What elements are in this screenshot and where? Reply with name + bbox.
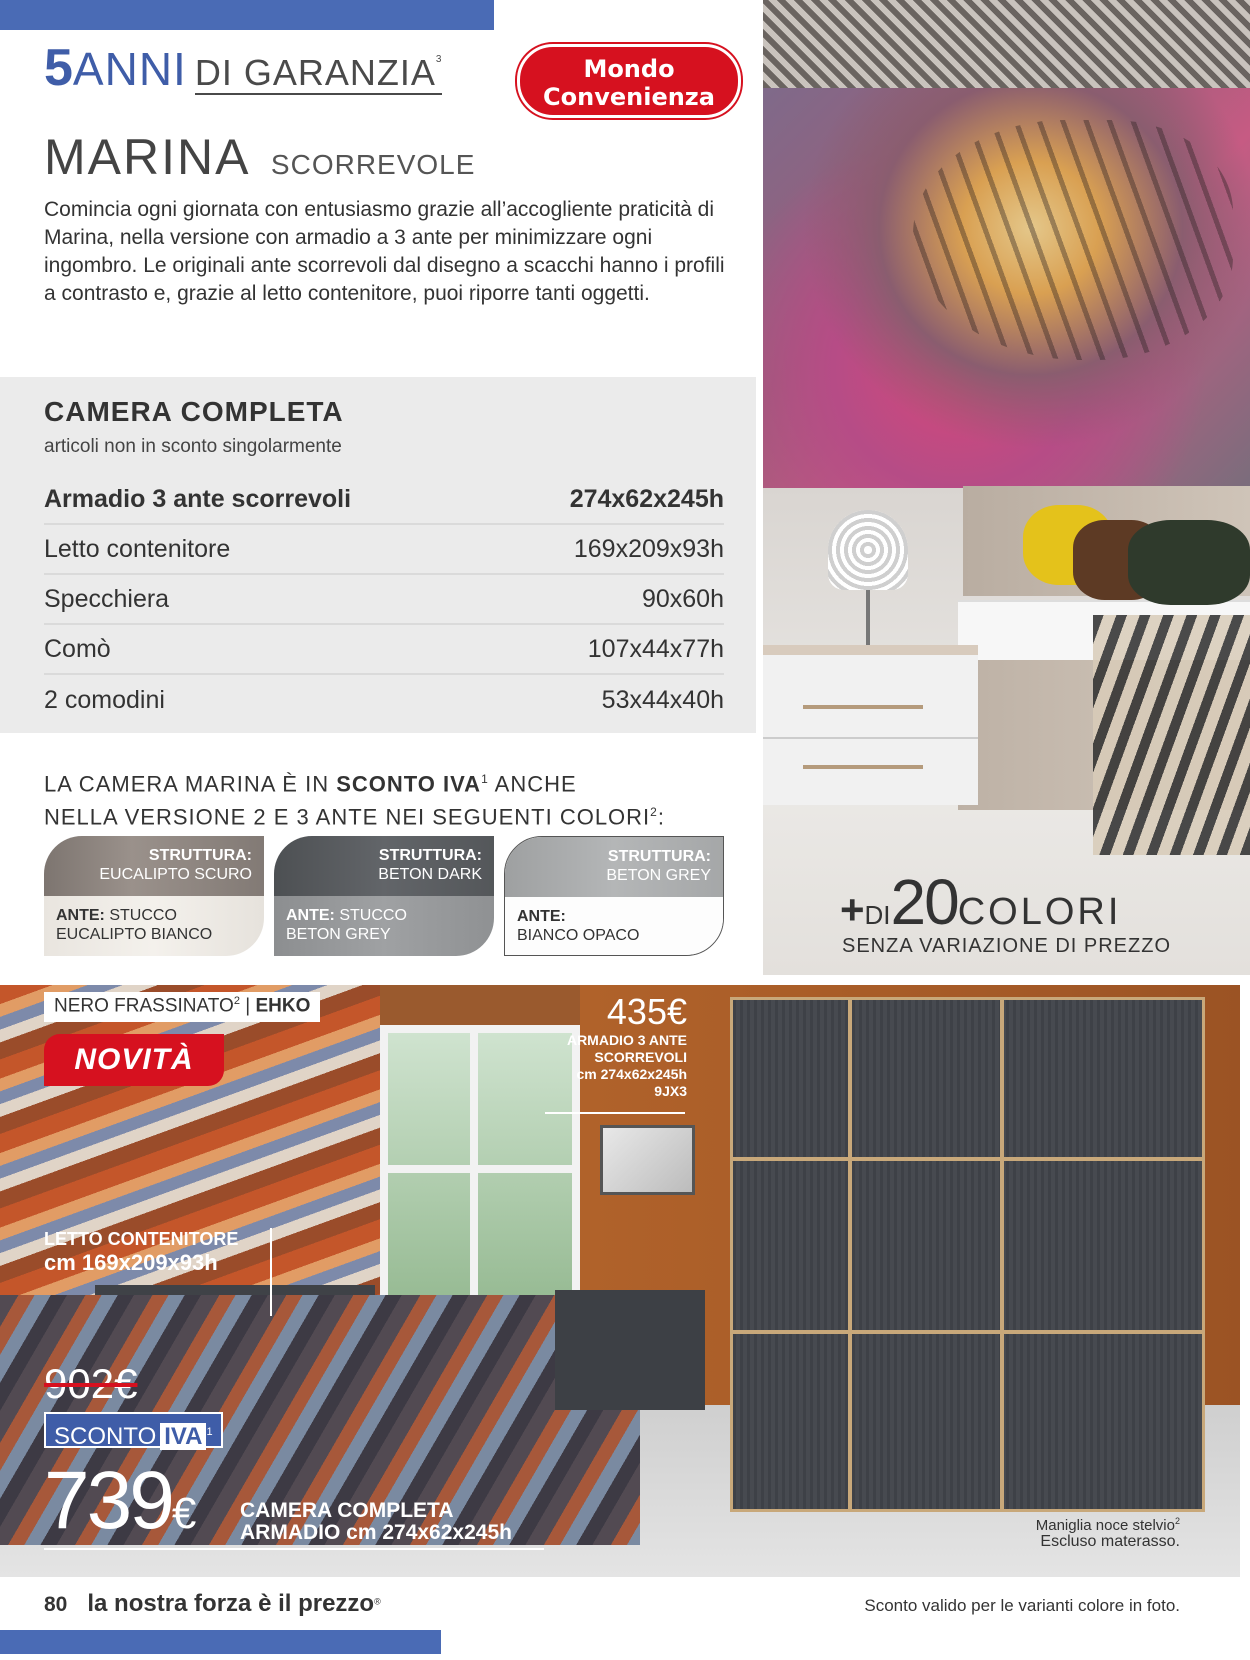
wardrobe-desc-line: SCORREVOLI — [594, 1049, 687, 1065]
swatch-ante — [44, 896, 264, 956]
handle-note — [900, 1512, 1180, 1535]
footer-note: Sconto valido per le varianti colore in foto. — [864, 1596, 1180, 1615]
color-versions-text — [44, 765, 665, 832]
table-lamp — [828, 510, 908, 590]
color-swatch — [274, 836, 494, 956]
sliding-wardrobe — [730, 997, 1205, 1512]
bed-label-title: LETTO CONTENITORE — [44, 1229, 239, 1249]
color-variant-label — [44, 992, 320, 1022]
item-row — [44, 625, 724, 675]
drawer-handle — [803, 765, 923, 769]
item-name: Comò — [44, 634, 111, 663]
drawer-divider — [763, 737, 978, 739]
camera-price-line-2: ARMADIO cm 274x62x245h — [240, 1521, 512, 1544]
product-title — [44, 128, 475, 186]
mirror — [600, 1125, 695, 1195]
wardrobe-profile — [1000, 997, 1004, 1512]
swatch-ante-label: ANTE: — [517, 908, 566, 925]
guarantee-number: 5 — [44, 39, 73, 97]
page-number: 80 — [44, 1593, 68, 1616]
item-size: 274x62x245h — [569, 484, 724, 513]
color-text-part: : — [657, 804, 665, 830]
slogan: la nostra forza è il prezzo — [87, 1590, 375, 1617]
variant-separator: | — [239, 995, 256, 1017]
color-swatch — [44, 836, 264, 956]
color-swatch — [504, 836, 724, 956]
colors-promo-subtitle: SENZA VARIAZIONE DI PREZZO — [842, 935, 1172, 957]
floral-pillow — [1128, 520, 1250, 605]
item-row — [44, 525, 724, 575]
color-versions-line-1 — [44, 765, 665, 798]
swatch-struttura-value: BETON DARK — [378, 866, 482, 883]
swatch-struttura-label: STRUTTURA: — [607, 848, 711, 865]
item-name: 2 comodini — [44, 685, 165, 714]
item-size: 53x44x40h — [601, 685, 724, 714]
colors-di: DI — [864, 900, 891, 930]
item-row — [44, 675, 724, 725]
wardrobe-profile — [848, 997, 852, 1512]
item-size: 90x60h — [641, 584, 724, 613]
guarantee-footnote: 3 — [435, 54, 443, 65]
swatch-struttura-label: STRUTTURA: — [378, 847, 482, 864]
sconto-footnote: 1 — [206, 1426, 213, 1438]
swatch-ante-label: ANTE: — [56, 907, 105, 924]
camera-title: CAMERA COMPLETA — [44, 396, 344, 427]
item-size: 107x44x77h — [587, 634, 724, 663]
item-name: Armadio 3 ante scorrevoli — [44, 484, 352, 513]
color-versions-line-2 — [44, 798, 665, 831]
item-name: Specchiera — [44, 584, 170, 613]
logo-line-1: Mondo — [583, 55, 675, 83]
colors-promo — [840, 865, 1121, 939]
item-size: 169x209x93h — [573, 534, 724, 563]
swatch-ante — [274, 896, 494, 956]
price-divider — [545, 1112, 685, 1114]
sconto-iva-badge — [44, 1412, 223, 1448]
colors-number: 20 — [890, 866, 958, 938]
wardrobe-price-block — [542, 992, 687, 1100]
price-currency: € — [171, 1489, 197, 1538]
product-variant: SCORREVOLE — [270, 149, 476, 180]
page-footer — [44, 1590, 381, 1618]
color-text-bold: SCONTO IVA — [336, 771, 482, 797]
swatch-struttura-value: EUCALIPTO SCURO — [99, 866, 252, 883]
wardrobe-desc-line: cm 274x62x245h — [576, 1066, 687, 1082]
wallpaper-pattern — [763, 0, 1250, 88]
colors-word: COLORI — [957, 891, 1122, 933]
guarantee-text-label: DI GARANZIA — [194, 52, 436, 93]
color-text-footnote: 2 — [650, 805, 658, 820]
color-text-footnote: 1 — [481, 772, 489, 786]
bottom-accent-bar — [0, 1630, 441, 1654]
camera-price-line-1: CAMERA COMPLETA — [240, 1499, 454, 1522]
color-text-part: LA CAMERA MARINA È IN — [44, 771, 337, 797]
wardrobe-profile — [730, 1157, 1205, 1161]
bed-label-line — [270, 1228, 272, 1316]
new-price — [44, 1456, 196, 1546]
bedroom-photo — [763, 0, 1250, 975]
swatch-ante-value-2: BIANCO OPACO — [517, 927, 640, 944]
price-value: 739 — [44, 1455, 172, 1546]
top-accent-bar — [0, 0, 494, 30]
guarantee-text — [194, 52, 443, 95]
wardrobe-desc-line: ARMADIO 3 ANTE — [566, 1032, 687, 1048]
wardrobe-desc-line: 9JX3 — [654, 1083, 687, 1099]
item-row — [44, 575, 724, 625]
swatch-struttura — [505, 837, 723, 897]
swatch-struttura — [274, 836, 494, 896]
product-description: Comincia ogni giornata con entusiasmo grazie all’accogliente praticità di Marina, nella versione con armadio a 3 ante per minimizzare ogni ingombro. Le originali ante scorrevoli dal disegno a scacchi hanno i profili a contrasto e, grazie al letto contenitore, puoi riporre tanti oggetti. — [44, 198, 725, 305]
wardrobe-profile — [730, 1330, 1205, 1334]
swatch-ante — [505, 897, 723, 956]
product-name: MARINA — [44, 129, 251, 185]
bed-label-size: cm 169x209x93h — [44, 1250, 218, 1275]
swatch-ante-value-1: STUCCO — [104, 907, 177, 924]
variant-code: EHKO — [255, 995, 311, 1017]
swatch-struttura-value: BETON GREY — [606, 867, 711, 884]
color-text-part: ANCHE — [488, 771, 577, 797]
sconto-label: SCONTO — [54, 1423, 157, 1450]
drawer-handle — [803, 705, 923, 709]
swatch-ante-value-1: STUCCO — [334, 907, 407, 924]
swatch-ante-value-2: BETON GREY — [286, 926, 391, 943]
nightstand — [763, 645, 978, 805]
window-transom — [380, 1165, 580, 1173]
item-row — [44, 475, 724, 525]
wardrobe-price: 435€ — [606, 991, 687, 1032]
swatch-struttura — [44, 836, 264, 896]
handle-note-footnote: 2 — [1174, 1516, 1180, 1526]
guarantee-years-label: ANNI — [72, 43, 187, 95]
swatch-struttura-label: STRUTTURA: — [148, 847, 252, 864]
item-name: Letto contenitore — [44, 534, 231, 563]
patterned-blanket — [1093, 615, 1250, 855]
mattress-excluded-note: Escluso materasso. — [1040, 1533, 1180, 1550]
brand-logo — [517, 44, 741, 118]
handle-note-text: Maniglia noce stelvio — [1035, 1517, 1175, 1534]
variant-footnote: 2 — [233, 995, 240, 1007]
iva-label: IVA — [160, 1423, 206, 1450]
dresser — [555, 1290, 705, 1410]
color-text-part: NELLA VERSIONE 2 E 3 ANTE NEI SEGUENTI COLORI — [44, 804, 651, 830]
bed-label — [44, 1228, 238, 1276]
old-price: 902€ — [44, 1360, 138, 1407]
camera-price-label — [240, 1500, 512, 1544]
slogan-trademark: ® — [374, 1596, 381, 1607]
swatch-ante-value-2: EUCALIPTO BIANCO — [56, 926, 213, 943]
colors-plus: + — [840, 886, 865, 933]
logo-line-2: Convenienza — [543, 83, 715, 111]
new-badge: NOVITÀ — [44, 1034, 224, 1086]
swatch-ante-label: ANTE: — [286, 907, 335, 924]
price-underline — [44, 1548, 544, 1550]
lamp-stem — [866, 590, 870, 645]
variant-name: NERO FRASSINATO — [54, 995, 234, 1017]
guarantee-heading — [44, 39, 443, 97]
camera-subtitle: articoli non in sconto singolarmente — [44, 436, 342, 457]
